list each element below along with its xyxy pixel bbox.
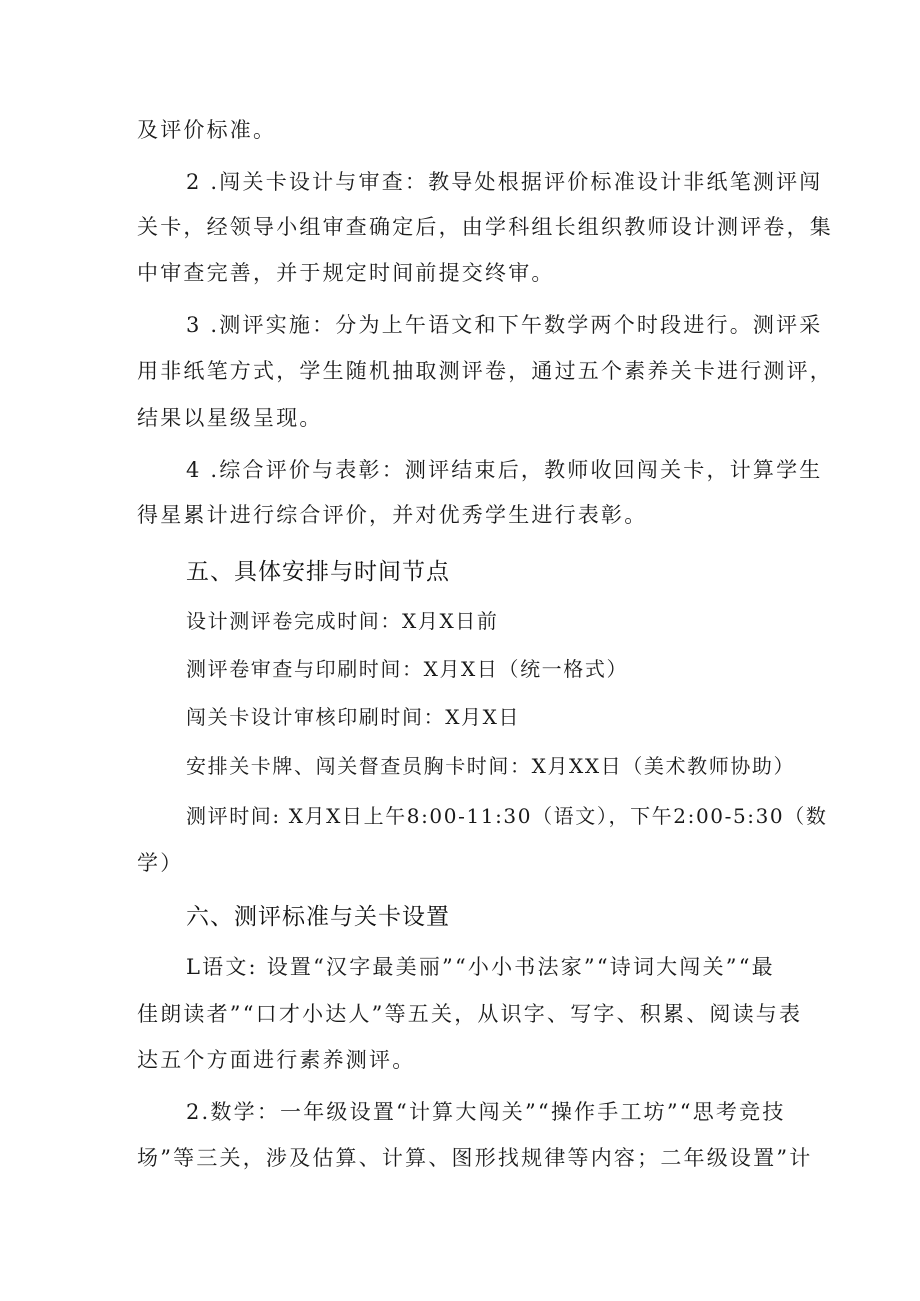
item-2-line-2: 关卡，经领导小组审查确定后，由学科组长组织教师设计测评卷，集 [137, 215, 833, 239]
test-time-line-2: 学） [137, 851, 184, 875]
test-time-line-1: 测评时间: X月X日上午8:00-11:30（语文），下午2:00-5:30（数 [186, 804, 828, 828]
item-3-line-2: 用非纸笔方式，学生随机抽取测评卷，通过五个素养关卡进行测评， [137, 359, 833, 383]
paragraph-continuation-line: 及评价标准。 [137, 118, 277, 142]
item-2-line-1: 2 .闯关卡设计与审查：教导处根据评价标准设计非纸笔测评闯 [186, 170, 823, 194]
math-line-2: 场”等三关，涉及估算、计算、图形找规律等内容；二年级设置”计 [137, 1146, 813, 1170]
schedule-item-2: 测评卷审查与印刷时间：X月X日（统一格式） [186, 657, 629, 681]
chinese-line-2: 佳朗读者”“口才小达人”等五关，从识字、写字、积累、阅读与表 [137, 1002, 803, 1026]
item-3-line-3: 结果以星级呈现。 [137, 406, 323, 430]
section-6-heading: 六、测评标准与关卡设置 [186, 904, 450, 930]
schedule-item-3: 闯关卡设计审核印刷时间：X月X日 [186, 705, 521, 729]
schedule-item-4: 安排关卡牌、闯关督查员胸卡时间：X月XX日（美术教师协助） [186, 754, 796, 778]
item-4-line-1: 4 .综合评价与表彰：测评结束后，教师收回闯关卡，计算学生 [186, 458, 823, 482]
chinese-line-1: L语文: 设置“汉字最美丽”“小小书法家”“诗词大闯关”“最 [186, 955, 775, 979]
item-4-line-2: 得星累计进行综合评价，并对优秀学生进行表彰。 [137, 503, 648, 527]
schedule-item-1: 设计测评卷完成时间：X月X日前 [186, 609, 499, 633]
chinese-line-3: 达五个方面进行素养测评。 [137, 1048, 416, 1072]
item-3-line-1: 3 .测评实施：分为上午语文和下午数学两个时段进行。测评采 [186, 313, 823, 337]
section-5-heading: 五、具体安排与时间节点 [186, 559, 450, 585]
math-line-1: 2.数学：一年级设置“计算大闯关”“操作手工坊”“思考竞技 [186, 1100, 786, 1124]
item-2-line-3: 中审查完善，并于规定时间前提交终审。 [137, 261, 555, 285]
